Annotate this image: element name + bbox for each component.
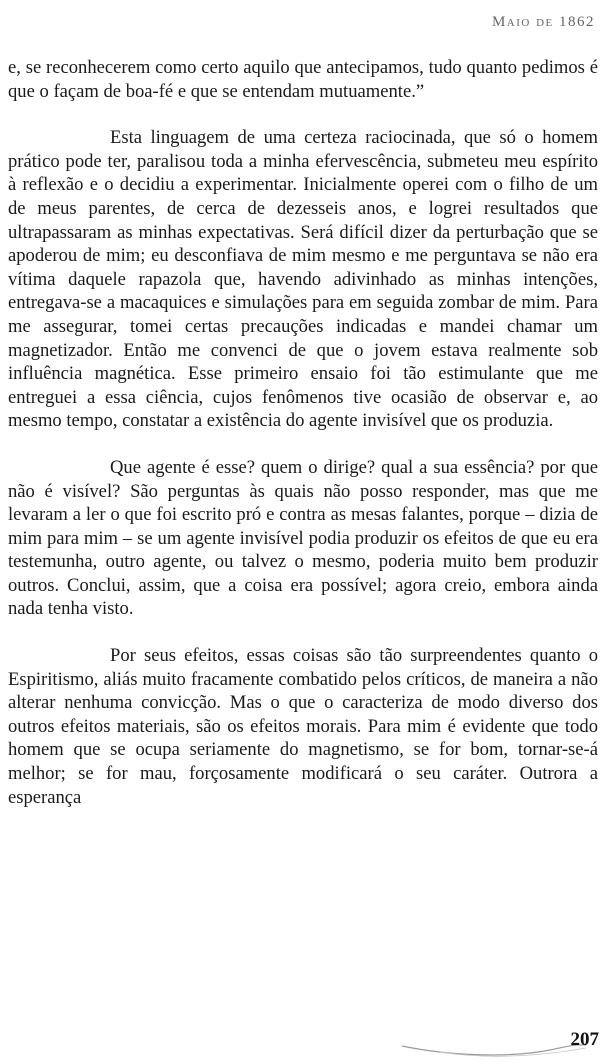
page-number: 207 bbox=[570, 1029, 599, 1050]
running-head: Maio de 1862 bbox=[491, 14, 595, 30]
paragraph-continuation: e, se reconhecerem como certo aquilo que antecipamos, tudo quanto pedimos é que o façam de boa-fé e que se entendam mutuamente.” bbox=[8, 57, 598, 102]
paragraph: Que agente é esse? quem o dirige? qual a sua essência? por que não é visível? São perguntas às quais não posso responder, mas que me levaram a ler o que foi escrito pró e contra as mesas falantes, porque – dizia de mim para mim – se um agente invisível podia produzir os efeitos de que eu era testemunha, outro agente, ou talvez o mesmo, poderia muito bem produzir outros. Conclui, assim, que a coisa era possível; agora creio, embora ainda nada tenha visto. bbox=[8, 456, 598, 620]
body-text bbox=[8, 56, 598, 832]
footer-swash-ornament bbox=[400, 1030, 590, 1060]
paragraph: Esta linguagem de uma certeza raciocinada, que só o homem prático pode ter, paralisou toda a minha efervescência, submeteu meu espírito à reflexão e o decidiu a experimentar. Inicialmente operei com o filho de um de meus parentes, de cerca de dezesseis anos, e logrei resultados que ultrapassaram as minhas expectativas. Será difícil dizer da perturbação que se apoderou de mim; eu desconfiava de mim mesmo e me perguntava se não era vítima daquele rapazola que, havendo adivinhado as minhas intenções, entregava-se a macaquices e simulações para em seguida zombar de mim. Para me assegurar, tomei certas precauções indicadas e mandei chamar um magnetizador. Então me convenci de que o jovem estava realmente sob influência magnética. Esse primeiro ensaio foi tão estimulante que me entreguei a essa ciência, cujos fenômenos tive ocasião de observar e, ao mesmo tempo, constatar a existência do agente invisível que os produzia. bbox=[8, 127, 598, 432]
paragraph: Por seus efeitos, essas coisas são tão surpreendentes quanto o Espiritismo, aliás muito fracamente combatido pelos críticos, de maneira a não alterar nenhuma convicção. Mas o que o caracteriza de modo diverso dos outros efeitos materiais, são os efeitos morais. Para mim é evidente que todo homem que se ocupa seriamente do magnetismo, se for bom, tornar-se-á melhor; se for mau, forçosamente modificará o seu caráter. Outrora a esperança bbox=[8, 645, 598, 808]
